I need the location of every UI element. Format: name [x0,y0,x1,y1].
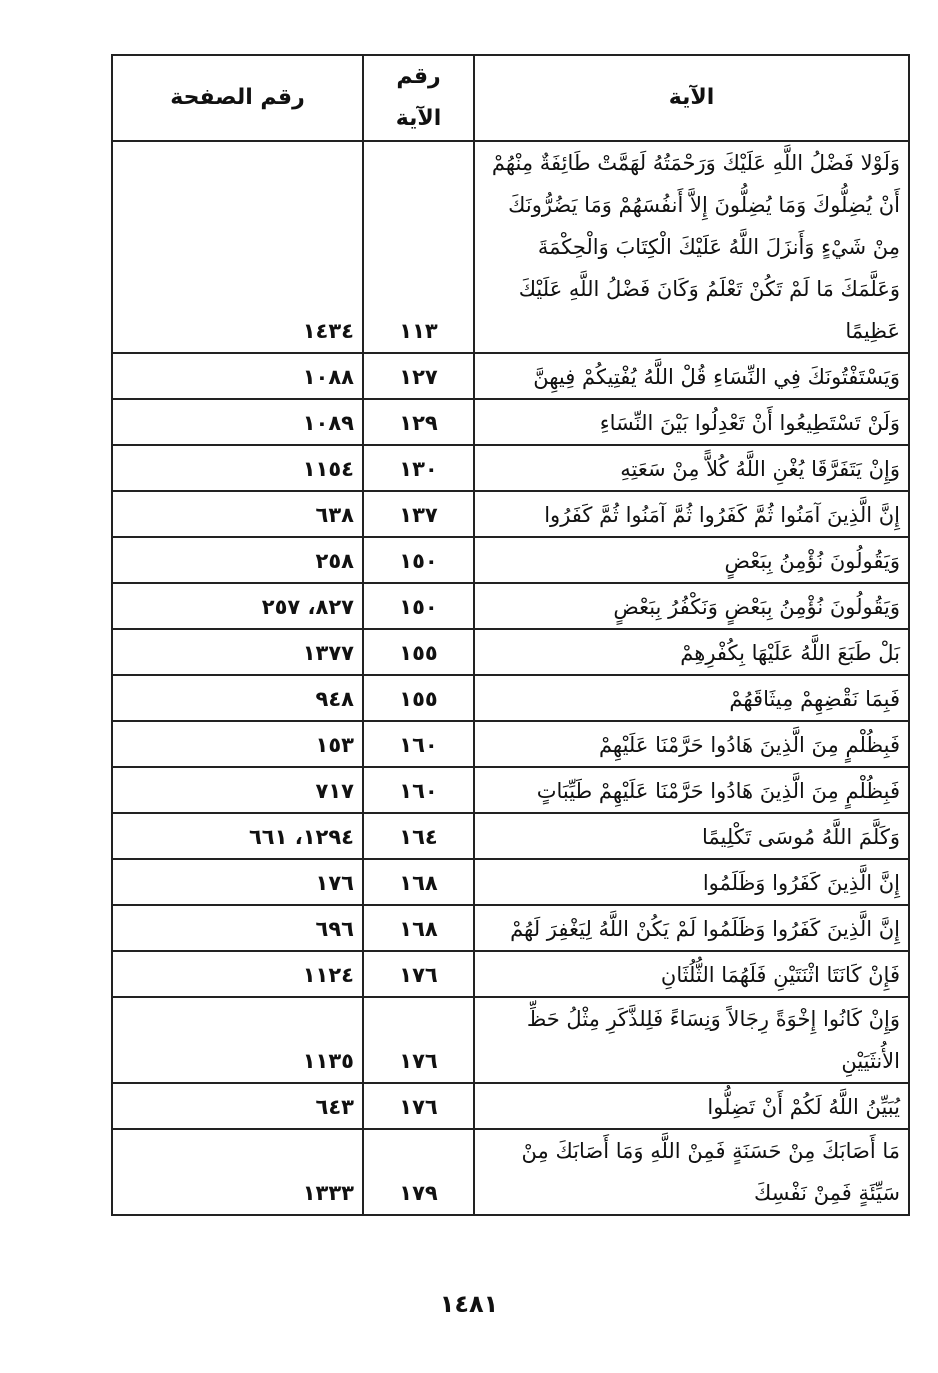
verse-number: ١٧٩ [363,1129,474,1215]
table-row [112,583,909,629]
table-row [112,445,909,491]
page-ref: ١٠٨٩ [112,399,363,445]
verse-text: فَبِظُلْمٍ مِنَ الَّذِينَ هَادُوا حَرَّمْنَا عَلَيْهِمْ [474,721,909,767]
table-row [112,353,909,399]
verse-text: فَبِمَا نَقْضِهِمْ مِيثَاقَهُمْ [474,675,909,721]
page-ref: ١٤٣٤ [112,141,363,353]
verse-number: ١٧٦ [363,1083,474,1129]
page-ref: ١٢٩٤، ٦٦١ [112,813,363,859]
table-row [112,1129,909,1215]
table-row [112,629,909,675]
page-ref: ١٥٣ [112,721,363,767]
table-row [112,141,909,353]
table-row [112,951,909,997]
verse-text: وَكَلَّمَ اللَّهُ مُوسَى تَكْلِيمًا [474,813,909,859]
verse-text: فَإِنْ كَانَتَا اثْنَتَيْنِ فَلَهُمَا الثُّلُثَانِ [474,951,909,997]
page-number: ١٤٨١ [439,1290,499,1318]
verse-number: ١٣٠ [363,445,474,491]
verse-text: وَيَسْتَفْتُونَكَ فِي النِّسَاءِ قُلْ اللَّهُ يُفْتِيكُمْ فِيهِنَّ [474,353,909,399]
verse-text: إِنَّ الَّذِينَ كَفَرُوا وَظَلَمُوا لَمْ يَكُنْ اللَّهُ لِيَغْفِرَ لَهُمْ [474,905,909,951]
verse-text: إِنَّ الَّذِينَ آمَنُوا ثُمَّ كَفَرُوا ثُمَّ آمَنُوا ثُمَّ كَفَرُوا [474,491,909,537]
verse-number: ١٦٨ [363,859,474,905]
page-ref: ٩٤٨ [112,675,363,721]
page-ref: ٦٩٦ [112,905,363,951]
verse-text: فَبِظُلْمٍ مِنَ الَّذِينَ هَادُوا حَرَّمْنَا عَلَيْهِمْ طَيِّبَاتٍ [474,767,909,813]
verse-number: ١٧٦ [363,951,474,997]
verse-text: بَلْ طَبَعَ اللَّهُ عَلَيْهَا بِكُفْرِهِمْ [474,629,909,675]
table-row [112,721,909,767]
table-row [112,399,909,445]
verse-number: ١٥٠ [363,583,474,629]
table-row [112,537,909,583]
page-ref: ١١٣٥ [112,997,363,1083]
table-row [112,491,909,537]
verse-text: وَلَوْلا فَضْلُ اللَّهِ عَلَيْكَ وَرَحْمَتُهُ لَهَمَّتْ طَائِفَةٌ مِنْهُمْ أَنْ يُضِلُّوكَ وَمَا يُضِلُّونَ إِلاَّ أَنفُسَهُمْ وَمَا يَضُرُّونَكَ مِنْ شَيْءٍ وَأَنزَلَ اللَّهُ عَلَيْكَ الْكِتَابَ وَالْحِكْمَةَ وَعَلَّمَكَ مَا لَمْ تَكُنْ تَعْلَمُ وَكَانَ فَضْلُ اللَّهِ عَلَيْكَ عَظِيمًا [474,141,909,353]
table-row [112,675,909,721]
header-verse: الآية [474,55,909,141]
verse-number: ١٥٥ [363,629,474,675]
verse-number: ١٣٧ [363,491,474,537]
page-ref: ٦٣٨ [112,491,363,537]
verse-number: ١٦٠ [363,767,474,813]
table-row [112,997,909,1083]
page-ref: ١٠٨٨ [112,353,363,399]
page-ref: ١١٥٤ [112,445,363,491]
verse-text: وَلَنْ تَسْتَطِيعُوا أَنْ تَعْدِلُوا بَيْنَ النِّسَاءِ [474,399,909,445]
page-ref: ١٣٣٣ [112,1129,363,1215]
verse-text: مَا أَصَابَكَ مِنْ حَسَنَةٍ فَمِنْ اللَّهِ وَمَا أَصَابَكَ مِنْ سَيِّئَةٍ فَمِنْ نَفْسِكَ [474,1129,909,1215]
page-ref: ٨٢٧، ٢٥٧ [112,583,363,629]
verse-text: وَيَقُولُونَ نُؤْمِنُ بِبَعْضٍ [474,537,909,583]
page-ref: ٧١٧ [112,767,363,813]
verse-text: وَيَقُولُونَ نُؤْمِنُ بِبَعْضٍ وَنَكْفُرُ بِبَعْضٍ [474,583,909,629]
table-row [112,767,909,813]
verse-number: ١٦٨ [363,905,474,951]
verse-number: ١١٣ [363,141,474,353]
verse-number: ١٢٧ [363,353,474,399]
header-verse-number: رقم الآية [363,55,474,141]
table-header-row [112,55,909,141]
table-row [112,813,909,859]
verse-text: وَإِنْ يَتَفَرَّقَا يُغْنِ اللَّهُ كُلاًّ مِنْ سَعَتِهِ [474,445,909,491]
table-row [112,859,909,905]
verse-text: إِنَّ الَّذِينَ كَفَرُوا وَظَلَمُوا [474,859,909,905]
verse-number: ١٦٤ [363,813,474,859]
page-ref: ١١٢٤ [112,951,363,997]
page-ref: ٢٥٨ [112,537,363,583]
verse-index-table [111,54,910,1216]
table-row [112,905,909,951]
verse-number: ١٧٦ [363,997,474,1083]
verse-number: ١٥٥ [363,675,474,721]
verse-text: يُبَيِّنُ اللَّهُ لَكُمْ أَنْ تَضِلُّوا [474,1083,909,1129]
verse-number: ١٢٩ [363,399,474,445]
page-ref: ١٣٧٧ [112,629,363,675]
header-page-number: رقم الصفحة [112,55,363,141]
verse-number: ١٥٠ [363,537,474,583]
verse-text: وَإِنْ كَانُوا إِخْوَةً رِجَالاً وَنِسَاءً فَلِلذَّكَرِ مِثْلُ حَظِّ الأُنثَيَيْنِ [474,997,909,1083]
page-ref: ٦٤٣ [112,1083,363,1129]
table-row [112,1083,909,1129]
page-ref: ١٧٦ [112,859,363,905]
verse-number: ١٦٠ [363,721,474,767]
